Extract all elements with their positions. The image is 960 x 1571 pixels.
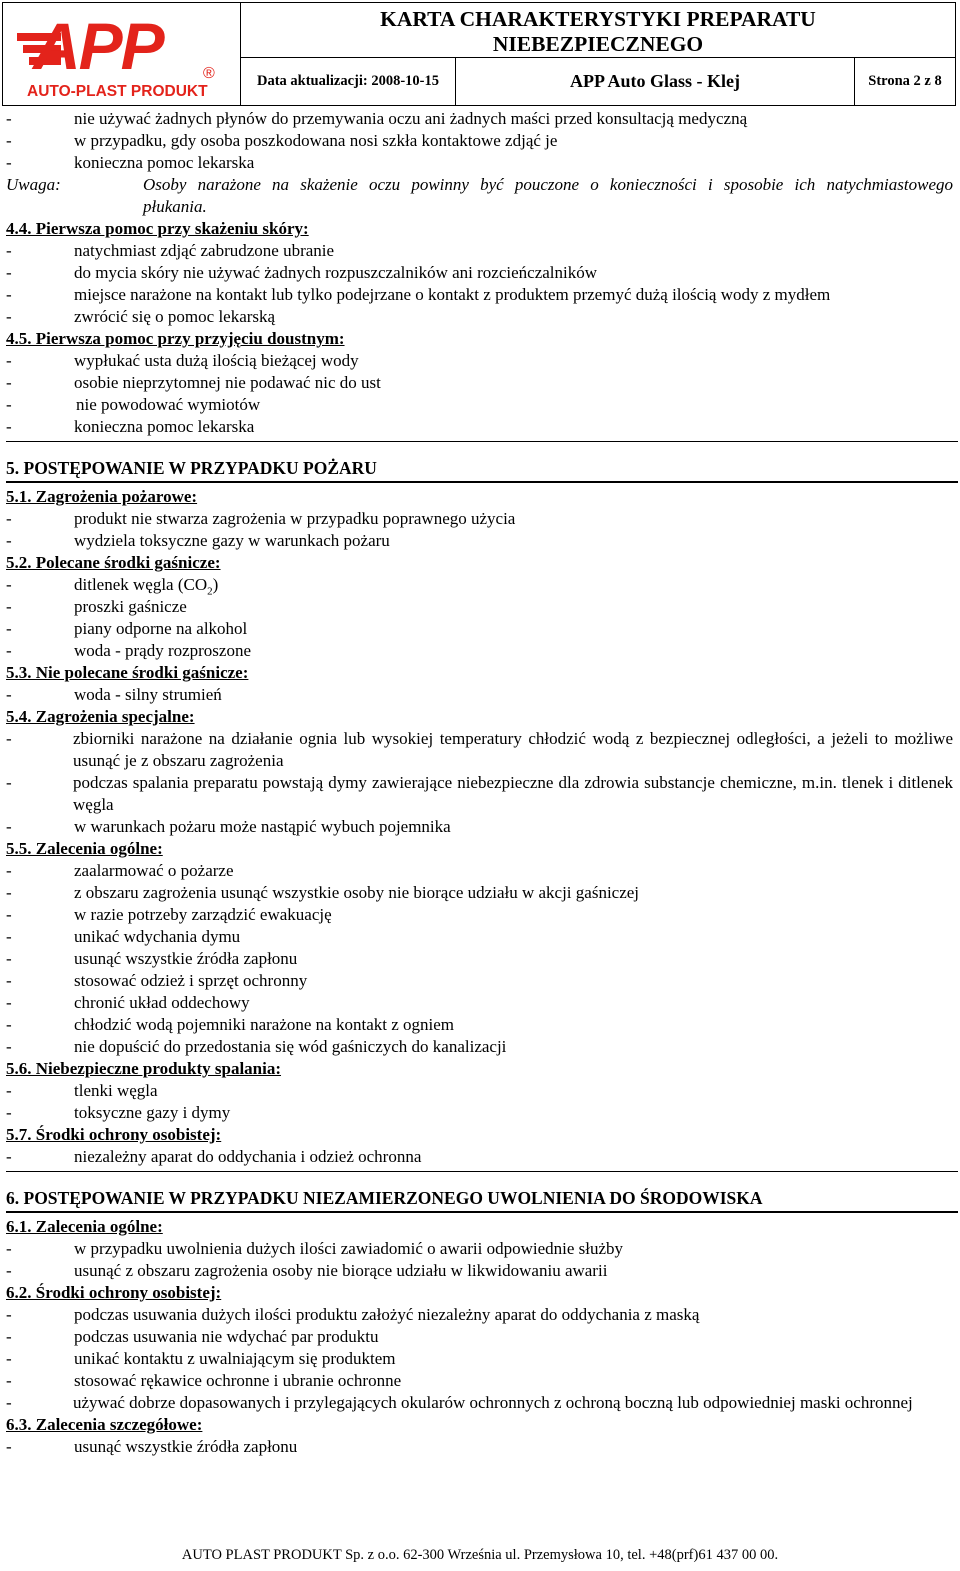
subsection-heading: 6.1. Zalecenia ogólne: [6,1217,163,1236]
page-number: Strona 2 z 8 [868,73,942,89]
list-item: - unikać wdychania dymu [6,927,241,946]
list-item: - usunąć z obszaru zagrożenia osoby nie biorące udziału w likwidowaniu awarii [6,1261,608,1280]
list-item: - w przypadku, gdy osoba poszkodowana nosi szkła kontaktowe zdjąć je [6,131,558,150]
list-item: - tlenki węgla [6,1081,158,1100]
list-item: - natychmiast zdjąć zabrudzone ubranie [6,241,335,260]
list-item: - zwrócić się o pomoc lekarską [6,307,276,326]
list-item: - chłodzić wodą pojemniki narażone na kontakt z ogniem [6,1015,455,1034]
list-item: - nie używać żadnych płynów do przemywania oczu ani żadnych maści przed konsultacją medyczną [6,109,748,128]
list-item: - usunąć wszystkie źródła zapłonu [6,949,298,968]
subsection-heading: 5.7. Środki ochrony osobistej: [6,1125,222,1144]
list-item: - woda - prądy rozproszone [6,641,252,660]
list-item: - usunąć wszystkie źródła zapłonu [6,1437,298,1456]
logo-letters: APP [33,9,163,83]
section-title: 5. POSTĘPOWANIE W PRZYPADKU POŻARU [6,456,958,483]
list-item: - podczas spalania preparatu powstają dymy zawierające niebezpieczne dla zdrowia substancje chemiczne, m.in. tlenek i ditlenek węgla [6,773,953,814]
list-item: - piany odporne na alkohol [6,619,248,638]
list-item: - ditlenek węgla $(CO_2)$ [6,575,219,598]
list-item: - miejsce narażone na kontakt lub tylko podejrzane o kontakt z produktem przemyć dużą ilością wody z mydłem [6,285,831,304]
note-block [6,174,954,218]
subsection-heading: 5.2. Polecane środki gaśnicze: [6,553,221,572]
app-logo [3,3,241,105]
list-item: - unikać kontaktu z uwalniającym się produktem [6,1349,396,1368]
list-item: - wydziela toksyczne gazy w warunkach pożaru [6,531,390,550]
subsection-heading: 4.5. Pierwsza pomoc przy przyjęciu doustnym: [6,329,345,348]
page-footer: AUTO PLAST PRODUKT Sp. z o.o. 62-300 Września ul. Przemysłowa 10, tel. +48(prf)61 437 00 00. [181,1547,779,1563]
list-item: - wypłukać usta dużą ilością bieżącej wody [6,351,359,370]
subsection-heading: 5.5. Zalecenia ogólne: [6,839,163,858]
subsection-heading: 6.2. Środki ochrony osobistej: [6,1283,222,1302]
list-item: - proszki gaśnicze [6,597,187,616]
list-item: - w warunkach pożaru może nastąpić wybuch pojemnika [6,817,451,836]
list-item: - stosować rękawice ochronne i ubranie ochronne [6,1371,402,1390]
list-item: - podczas usuwania nie wdychać par produktu [6,1327,379,1346]
list-item: - produkt nie stwarza zagrożenia w przypadku poprawnego użycia [6,509,516,528]
list-item: - nie powodować wymiotów [6,395,261,414]
subsection-heading: 5.6. Niebezpieczne produkty spalania: [6,1059,282,1078]
note-label: Uwaga: [6,175,61,194]
list-item: - używać dobrze dopasowanych i przylegających okularów ochronnych z ochroną boczną lub odpowiedniej maski ochronnej [6,1393,913,1412]
document-title [241,3,955,58]
list-item: - konieczna pomoc lekarska [6,417,255,436]
list-item: - w przypadku uwolnienia dużych ilości zawiadomić o awarii odpowiednie służby [6,1239,624,1258]
update-date: Data aktualizacji: 2008-10-15 [241,58,456,105]
title-line-1: KARTA CHARAKTERYSTYKI PREPARATU [380,7,816,31]
note-text: Osoby narażone na skażenie oczu powinny być pouczone o konieczności i sposobie ich natychmiastowego płukania. [143,175,953,216]
product-name: APP Auto Glass - Klej [456,58,855,105]
logo-company-name: AUTO-PLAST PRODUKT [27,83,208,100]
list-item: - nie dopuścić do przedostania się wód gaśniczych do kanalizacji [6,1037,507,1056]
list-item: - osobie nieprzytomnej nie podawać nic do ust [6,373,381,392]
subsection-heading: 6.3. Zalecenia szczegółowe: [6,1415,203,1434]
section-divider [6,1171,958,1186]
list-item: - stosować odzież i sprzęt ochronny [6,971,308,990]
logo-registered-mark: ® [203,65,215,82]
subsection-heading: 4.4. Pierwsza pomoc przy skażeniu skóry: [6,219,309,238]
list-item: - konieczna pomoc lekarska [6,153,255,172]
list-item: - z obszaru zagrożenia usunąć wszystkie osoby nie biorące udziału w akcji gaśniczej [6,883,640,902]
section-divider [6,441,958,456]
subsection-heading: 5.4. Zagrożenia specjalne: [6,707,195,726]
subsection-heading: 5.3. Nie polecane środki gaśnicze: [6,663,249,682]
list-item: - woda - silny strumień [6,685,222,704]
list-item: - zaalarmować o pożarze [6,861,234,880]
title-line-2: NIEBEZPIECZNEGO [492,32,704,56]
list-item: - chronić układ oddechowy [6,993,250,1012]
list-item: - podczas usuwania dużych ilości produktu założyć niezależny aparat do oddychania z maską [6,1305,700,1324]
document-header [2,2,956,106]
list-item: - w razie potrzeby zarządzić ewakuację [6,905,332,924]
list-item: - do mycia skóry nie używać żadnych rozpuszczalników ani rozcieńczalników [6,263,598,282]
app-logo-graphic [3,3,239,105]
section-title: 6. POSTĘPOWANIE W PRZYPADKU NIEZAMIERZONEGO UWOLNIENIA DO ŚRODOWISKA [6,1186,958,1213]
document-body [6,108,954,1458]
subsection-heading: 5.1. Zagrożenia pożarowe: [6,487,198,506]
list-item: - zbiorniki narażone na działanie ognia lub wysokiej temperatury chłodzić wodą z bezpiecznej odległości, a jeżeli to możliwe usunąć je z obszaru zagrożenia [6,729,953,770]
list-item: - toksyczne gazy i dymy [6,1103,231,1122]
list-item: - niezależny aparat do oddychania i odzież ochronna [6,1147,422,1166]
